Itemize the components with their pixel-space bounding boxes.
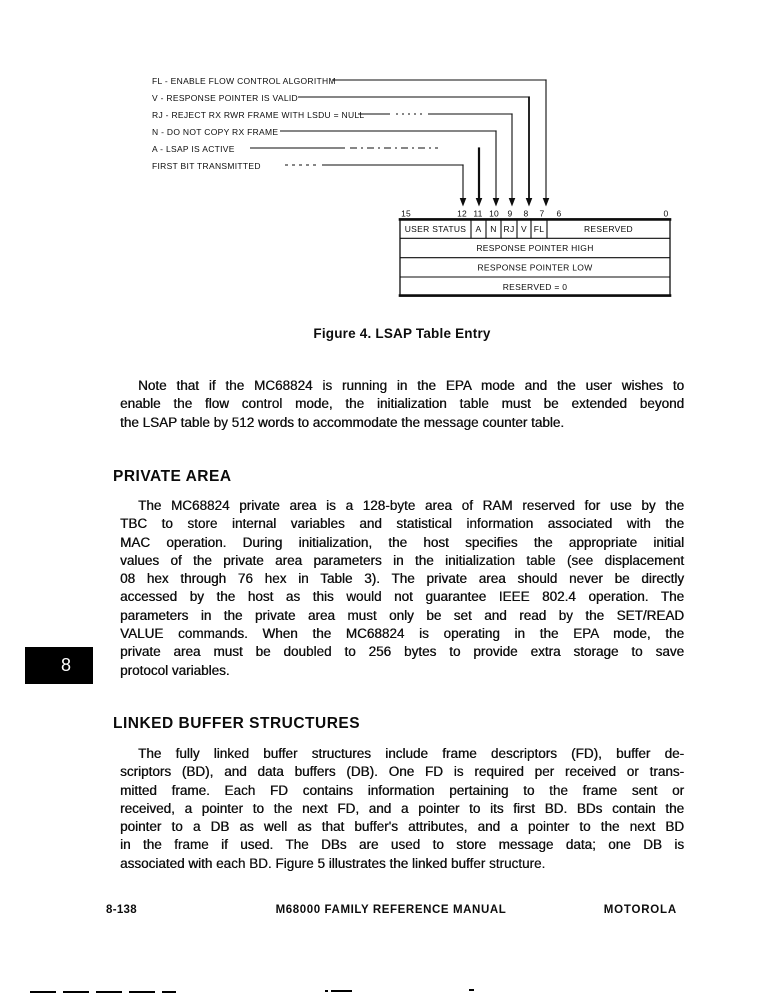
callout-label-fl: FL - ENABLE FLOW CONTROL ALGORITHM xyxy=(152,76,336,86)
register-table xyxy=(399,219,672,296)
cell-response-pointer-high: RESPONSE POINTER HIGH xyxy=(476,243,594,254)
bit-number-12: 12 xyxy=(457,208,467,219)
bit-number-0: 0 xyxy=(663,208,669,219)
scan-artifact-line xyxy=(30,991,176,993)
bit-number-10: 10 xyxy=(489,208,499,219)
paragraph-line: mitted frame. Each FD contains information pertaining to the frame sent or xyxy=(120,782,684,798)
paragraph-line: accessed by the host as this would not guarantee IEEE 802.4 operation. The xyxy=(120,589,684,605)
intro-paragraph xyxy=(120,377,684,432)
paragraph-line: Note that if the MC68824 is running in the EPA mode and the user wishes to xyxy=(138,378,684,393)
bit-number-11: 11 xyxy=(473,208,483,219)
paragraph-line: pointer to a DB as well as that buffer's attributes, and a pointer to the next BD xyxy=(120,819,684,835)
paragraph-line: The MC68824 private area is a 128-byte area of RAM reserved for use by the xyxy=(138,498,684,513)
callout-label-v: V - RESPONSE POINTER IS VALID xyxy=(152,93,298,103)
section-heading-linked-buffer-structures: LINKED BUFFER STRUCTURES xyxy=(113,715,361,732)
paragraph-line: 08 hex through 76 hex in Table 3). The private area should never be directly xyxy=(120,571,684,587)
paragraph-line: values of the private area parameters in the initialization table (see displacement xyxy=(120,552,684,568)
footer-title: M68000 FAMILY REFERENCE MANUAL xyxy=(275,904,507,916)
paragraph-line: MAC operation. During initialization, the host specifies the appropriate initial xyxy=(120,534,684,550)
cell-a: A xyxy=(475,223,482,234)
section-heading-private-area: PRIVATE AREA xyxy=(113,468,232,485)
paragraph-line: enable the flow control mode, the initialization table must be extended beyond xyxy=(120,396,684,412)
cell-v: V xyxy=(521,223,527,234)
cell-rj: RJ xyxy=(503,223,515,234)
bit-number-6: 6 xyxy=(556,208,562,219)
cell-reserved-zero: RESERVED = 0 xyxy=(502,281,568,292)
paragraph-line: associated with each BD. Figure 5 illustrates the linked buffer structure. xyxy=(120,855,546,871)
bit-number-8: 8 xyxy=(523,208,529,219)
callout-label-a: A - LSAP IS ACTIVE xyxy=(152,144,235,154)
bit-number-7: 7 xyxy=(539,208,545,219)
cell-n: N xyxy=(490,223,497,234)
lsap-table-entry-figure xyxy=(140,70,690,305)
bit-number-9: 9 xyxy=(507,208,513,219)
paragraph-line: protocol variables. xyxy=(120,662,230,678)
paragraph-line: the LSAP table by 512 words to accommodate the message counter table. xyxy=(120,414,565,430)
figure-caption: Figure 4. LSAP Table Entry xyxy=(313,326,491,341)
callout-label-rj: RJ - REJECT RX RWR FRAME WITH LSDU = NULL xyxy=(152,110,365,120)
linked-buffer-paragraph xyxy=(120,745,684,873)
paragraph-line: The fully linked buffer structures include frame descriptors (FD), buffer de- xyxy=(138,746,684,761)
paragraph-line: parameters in the private area must only be set and read by the SET/READ xyxy=(120,607,684,623)
cell-response-pointer-low: RESPONSE POINTER LOW xyxy=(477,262,593,273)
paragraph-line: VALUE commands. When the MC68824 is operating in the EPA mode, the xyxy=(120,626,684,642)
scan-artifact-line xyxy=(325,990,352,992)
scan-artifact-line xyxy=(469,989,474,991)
paragraph-line: in the frame if used. The DBs are used to store message data; one DB is xyxy=(120,837,684,853)
callout-label-first-bit: FIRST BIT TRANSMITTED xyxy=(152,161,261,171)
callout-arrow-icons xyxy=(460,198,550,207)
paragraph-line: TBC to store internal variables and statistical information associated with the xyxy=(120,516,684,532)
callout-label-n: N - DO NOT COPY RX FRAME xyxy=(152,127,279,137)
paragraph-line: private area must be doubled to 256 bytes to provide extra storage to save xyxy=(120,644,684,660)
cell-fl: FL xyxy=(533,223,545,234)
chapter-tab: 8 xyxy=(25,647,93,684)
paragraph-line: received, a pointer to the next FD, and a pointer to its first BD. BDs contain the xyxy=(120,800,684,816)
cell-reserved: RESERVED xyxy=(583,223,634,234)
cell-user-status: USER STATUS xyxy=(404,223,467,234)
private-area-paragraph xyxy=(120,497,684,680)
paragraph-line: scriptors (BD), and data buffers (DB). One FD is required per received or trans- xyxy=(120,764,684,780)
footer-brand: MOTOROLA xyxy=(603,904,677,916)
bit-number-15: 15 xyxy=(401,208,411,219)
page-number: 8-138 xyxy=(106,904,137,916)
